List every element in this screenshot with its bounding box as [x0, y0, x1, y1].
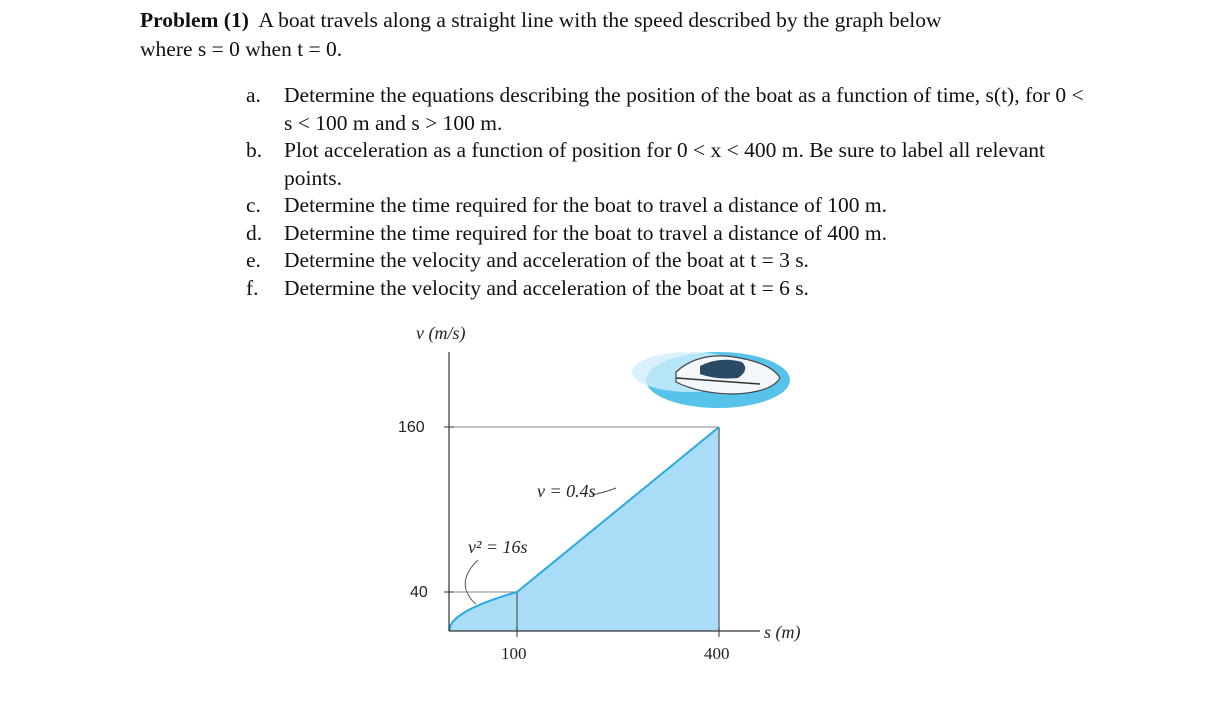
boat-illustration: [632, 347, 790, 408]
leader-v2-16s: [465, 560, 478, 604]
part-label: b.: [246, 138, 263, 162]
y-axis-label: v (m/s): [416, 323, 466, 343]
x-tick-label-100: 100: [501, 644, 527, 663]
x-axis-label: s (m): [764, 622, 801, 642]
part-label: f.: [246, 275, 259, 300]
part-text: Determine the equations describing the position of the boat as a function of time, s(t), for 0 < s < 100 m and s > 100 m.: [284, 83, 1084, 135]
y-tick-label-160: 160: [398, 419, 425, 436]
part-text: Determine the time required for the boat to travel a distance of 100 m.: [284, 193, 887, 217]
problem-title: Problem (1): [140, 8, 249, 32]
part-label: a.: [246, 83, 261, 107]
part-text: Determine the time required for the boat to travel a distance of 400 m.: [284, 220, 887, 245]
y-tick-label-40: 40: [410, 584, 428, 601]
part-label: d.: [246, 220, 263, 245]
problem-text-1: A boat travels along a straight line with the speed described by the graph below: [258, 8, 942, 32]
problem-line-2: where s = 0 when t = 0.: [140, 37, 343, 61]
part-text: Determine the velocity and acceleration of the boat at t = 3 s.: [284, 248, 809, 272]
segment-label-parabolic: v² = 16s: [468, 537, 528, 557]
segment-label-linear: v = 0.4s: [537, 481, 596, 501]
part-text: Plot acceleration as a function of position for 0 < x < 400 m. Be sure to label all relevant points.: [284, 138, 1046, 190]
x-tick-label-400: 400: [704, 644, 730, 663]
part-label: c.: [246, 193, 261, 217]
part-text: Determine the velocity and acceleration of the boat at t = 6 s.: [284, 275, 809, 300]
part-label: e.: [246, 248, 261, 272]
